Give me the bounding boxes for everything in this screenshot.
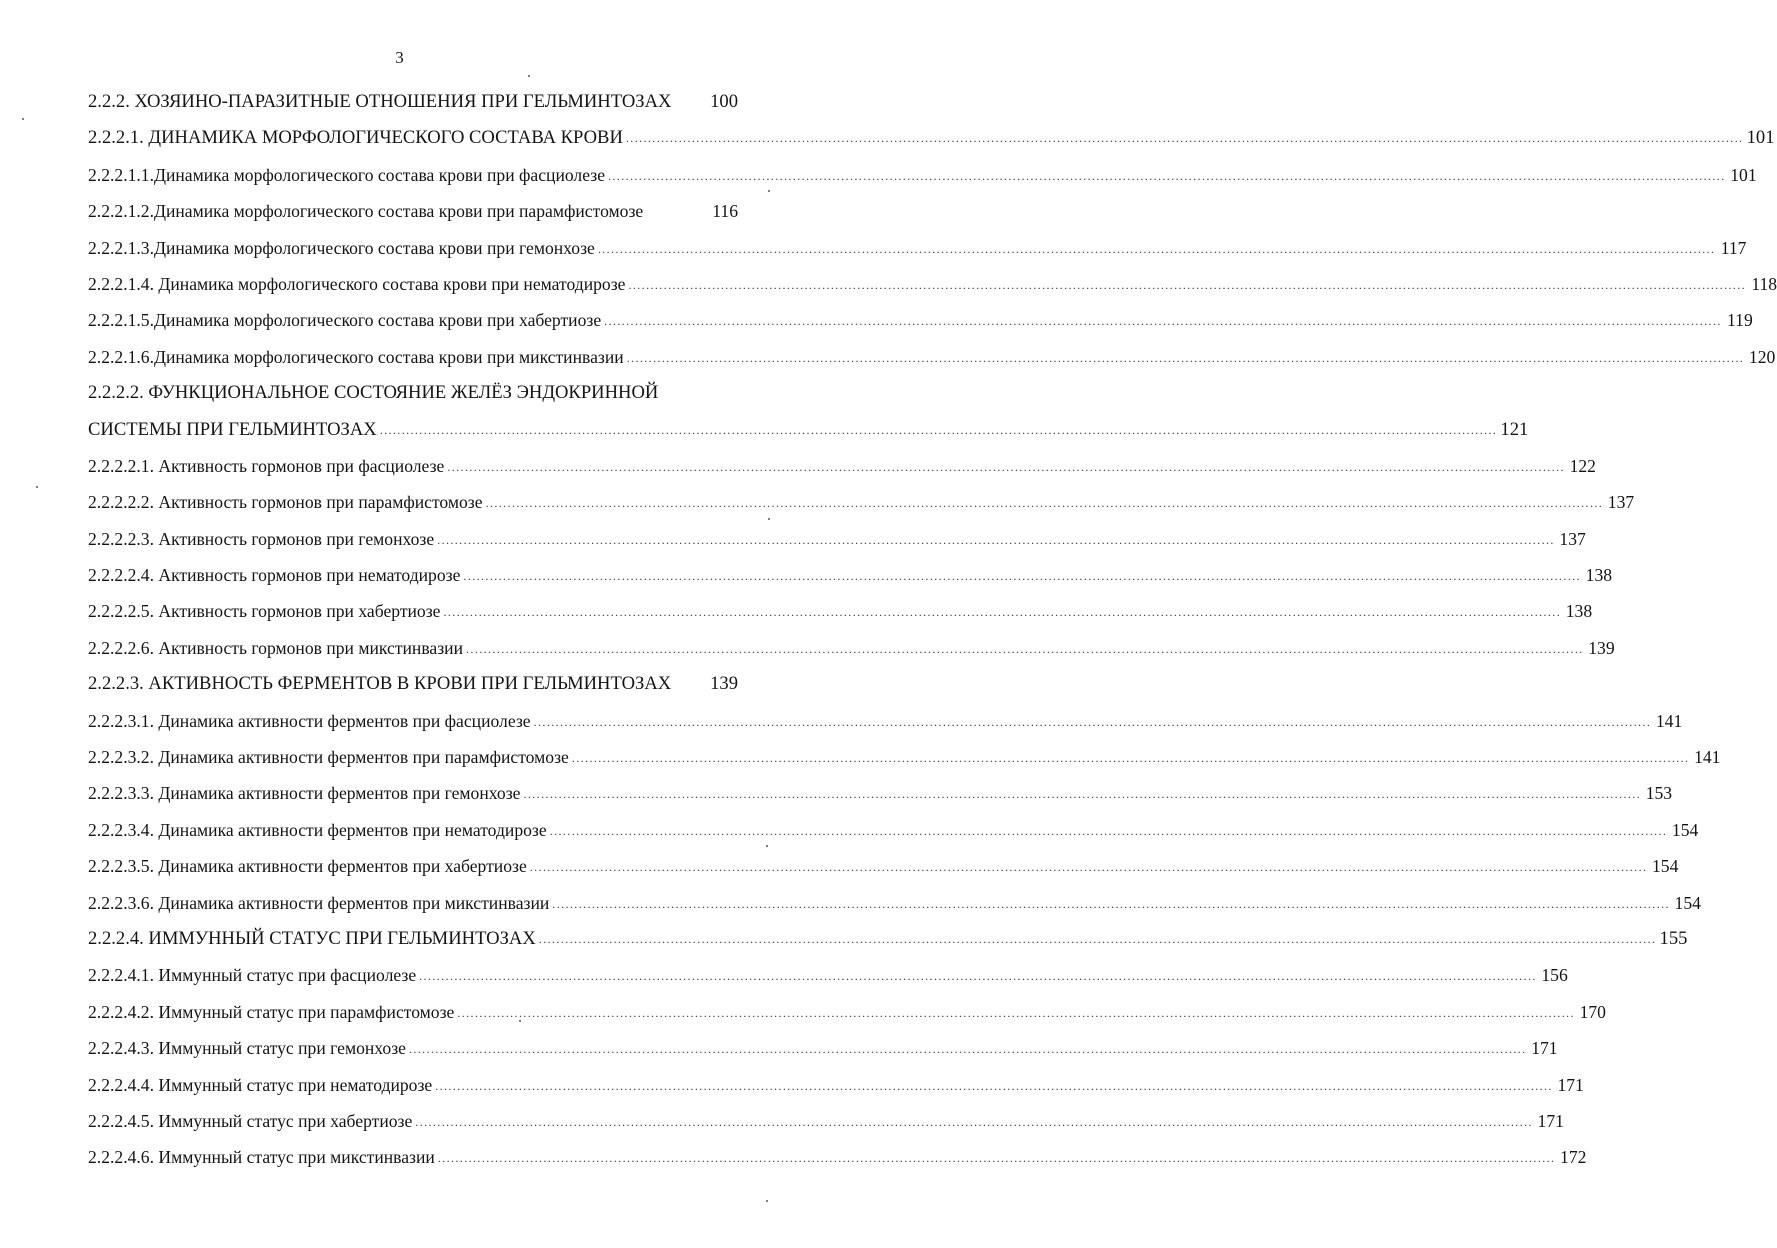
toc-entry-page: 138 [1585,565,1613,586]
toc-dot-leader [534,704,1652,740]
toc-entry-label: 2.2.2. ХОЗЯИНО-ПАРАЗИТНЫЕ ОТНОШЕНИЯ ПРИ ГЕЛЬМИНТОЗАХ [88,91,672,112]
toc-entry [88,1030,1558,1066]
toc-dot-leader [552,886,1670,922]
toc-dot-leader [628,267,1746,303]
toc-entry-page: 120 [1748,346,1776,367]
toc-entry-label: 2.2.2.1.5.Динамика морфологического состава крови при хабертиозе [88,310,602,331]
toc-entry-label: 2.2.2.3.1. Динамика активности ферментов при фасциолезе [88,710,531,731]
toc-entry-label: 2.2.2.3.2. Динамика активности ферментов при парамфистомозе [88,747,569,768]
toc-entry-page: 119 [1727,310,1753,331]
scan-speck [766,845,768,847]
toc-entry-page: 100 [710,91,738,112]
toc-entry-page: 141 [1694,747,1721,768]
toc-entry-page: 101 [1730,164,1757,185]
toc-dot-leader [598,231,1716,267]
toc-entry-page: 121 [1500,418,1529,440]
toc-entry-page: 137 [1559,528,1586,549]
toc-entry-label: 2.2.2.3. АКТИВНОСТЬ ФЕРМЕНТОВ В КРОВИ ПРИ ГЕЛЬМИНТОЗАХ [88,673,672,695]
toc-entry [88,302,1753,338]
toc-entry [88,193,738,229]
toc-entry-label: 2.2.2.4.5. Иммунный статус при хабертиозе [88,1110,413,1131]
toc-dot-leader [539,921,1657,957]
toc-entry-page: 154 [1674,892,1701,913]
toc-entry-page: 138 [1565,601,1593,622]
toc-entry-label: 2.2.2.3.5. Динамика активности ферментов при хабертиозе [88,856,527,877]
toc-dot-leader [572,740,1690,776]
toc-entry [88,812,1699,848]
toc-entry [88,593,1593,629]
toc-entry [88,448,1596,484]
toc-entry-page: 171 [1531,1038,1558,1059]
toc-entry-page: 118 [1751,273,1777,294]
toc-entry-page: 141 [1655,710,1683,731]
toc-dot-leader [380,412,1498,448]
table-of-contents [88,84,1777,1176]
toc-entry [88,994,1606,1030]
toc-dot-leader [415,1104,1533,1140]
toc-entry-label: 2.2.2.2.4. Активность гормонов при нематодирозе [88,565,461,586]
toc-entry-page: 137 [1607,492,1635,513]
toc-dot-leader [608,158,1726,194]
toc-entry [88,412,1529,448]
toc-entry-label: 2.2.2.2.1. Активность гормонов при фасциолезе [88,455,445,476]
toc-entry [88,1139,1587,1175]
toc-entry [88,1103,1564,1139]
toc-entry [88,957,1568,993]
toc-dot-leader [627,340,1745,376]
toc-entry [88,230,1747,266]
toc-entry [88,84,738,120]
toc-entry [88,266,1777,302]
scan-speck [519,1020,521,1022]
toc-entry-page: 122 [1569,455,1596,476]
toc-entry-label: 2.2.2.2.6. Активность гормонов при микстинвазии [88,637,464,658]
toc-entry-label: 2.2.2.4. ИММУННЫЙ СТАТУС ПРИ ГЕЛЬМИНТОЗАХ [88,927,536,949]
toc-entry [88,375,738,411]
toc-entry [88,885,1701,921]
toc-entry [88,157,1757,193]
toc-entry-label: 2.2.2.3.6. Динамика активности ферментов при микстинвазии [88,892,550,913]
toc-dot-leader [419,958,1537,994]
toc-entry-page: 172 [1560,1147,1587,1168]
toc-entry-label: СИСТЕМЫ ПРИ ГЕЛЬМИНТОЗАХ [88,418,377,440]
toc-dot-leader [550,813,1668,849]
toc-dot-leader [626,120,1744,156]
toc-dot-leader [444,594,1562,630]
toc-entry [88,848,1679,884]
toc-dot-leader [438,1140,1556,1176]
toc-entry [88,339,1776,375]
scan-speck [768,518,770,520]
scan-speck [22,118,24,120]
toc-entry-page: 155 [1659,927,1688,949]
toc-entry-label: 2.2.2.1.2.Динамика морфологического состава крови при парамфистомозе [88,201,644,222]
toc-entry-page: 139 [710,673,738,695]
toc-entry-label: 2.2.2.2.5. Активность гормонов при хабертиозе [88,601,441,622]
toc-dot-leader [409,1031,1527,1067]
toc-dot-leader [530,849,1648,885]
scan-speck [528,75,530,77]
toc-dot-leader [466,631,1584,667]
toc-entry-page: 171 [1537,1110,1564,1131]
toc-entry-label: 2.2.2.2.3. Активность гормонов при гемонхозе [88,528,435,549]
toc-entry-label: 2.2.2.4.2. Иммунный статус при парамфистомозе [88,1001,455,1022]
toc-entry-page: 117 [1720,237,1747,258]
toc-entry [88,120,1775,156]
toc-entry [88,484,1635,520]
toc-entry-label: 2.2.2.1.4. Динамика морфологического состава крови при нематодирозе [88,273,626,294]
scan-speck [766,1200,768,1202]
toc-entry-page: 156 [1541,965,1568,986]
toc-entry-label: 2.2.2.3.3. Динамика активности ферментов при гемонхозе [88,783,521,804]
toc-entry-page: 154 [1651,856,1679,877]
toc-entry [88,557,1613,593]
toc-entry [88,630,1615,666]
toc-entry-label: 2.2.2.2. ФУНКЦИОНАЛЬНОЕ СОСТОЯНИЕ ЖЕЛЁЗ ЭНДОКРИННОЙ [88,382,659,404]
toc-entry [88,666,738,702]
toc-entry-label: 2.2.2.1.6.Динамика морфологического состава крови при микстинвазии [88,346,624,367]
toc-entry-label: 2.2.2.3.4. Динамика активности ферментов при нематодирозе [88,819,547,840]
toc-entry-page: 170 [1579,1001,1606,1022]
toc-entry [88,775,1673,811]
scan-speck [36,486,38,488]
toc-entry-page: 139 [1588,637,1615,658]
toc-entry-label: 2.2.2.1. ДИНАМИКА МОРФОЛОГИЧЕСКОГО СОСТАВА КРОВИ [88,127,623,149]
page-number: 3 [395,48,404,67]
toc-dot-leader [457,995,1575,1031]
toc-dot-leader [604,303,1722,339]
toc-entry [88,1067,1584,1103]
toc-entry-label: 2.2.2.1.3.Динамика морфологического состава крови при гемонхозе [88,237,595,258]
toc-entry-page: 116 [712,201,738,222]
toc-entry-label: 2.2.2.2.2. Активность гормонов при парамфистомозе [88,492,483,513]
toc-dot-leader [435,1068,1553,1104]
toc-entry-page: 154 [1671,819,1699,840]
toc-dot-leader [463,558,1581,594]
toc-entry [88,739,1721,775]
toc-entry-label: 2.2.2.1.1.Динамика морфологического состава крови при фасциолезе [88,164,605,185]
toc-dot-leader [523,776,1641,812]
toc-entry [88,921,1688,957]
toc-entry-page: 101 [1746,127,1775,149]
toc-entry-label: 2.2.2.4.6. Иммунный статус при микстинвазии [88,1147,435,1168]
toc-entry [88,703,1683,739]
toc-entry [88,521,1586,557]
scan-speck [768,190,770,192]
toc-entry-page: 153 [1645,783,1673,804]
toc-entry-label: 2.2.2.4.1. Иммунный статус при фасциолезе [88,965,417,986]
toc-dot-leader [486,485,1604,521]
toc-dot-leader [447,449,1565,485]
toc-dot-leader [437,522,1555,558]
toc-entry-label: 2.2.2.4.3. Иммунный статус при гемонхозе [88,1038,406,1059]
toc-entry-label: 2.2.2.4.4. Иммунный статус при нематодирозе [88,1074,433,1095]
toc-entry-page: 171 [1557,1074,1584,1095]
